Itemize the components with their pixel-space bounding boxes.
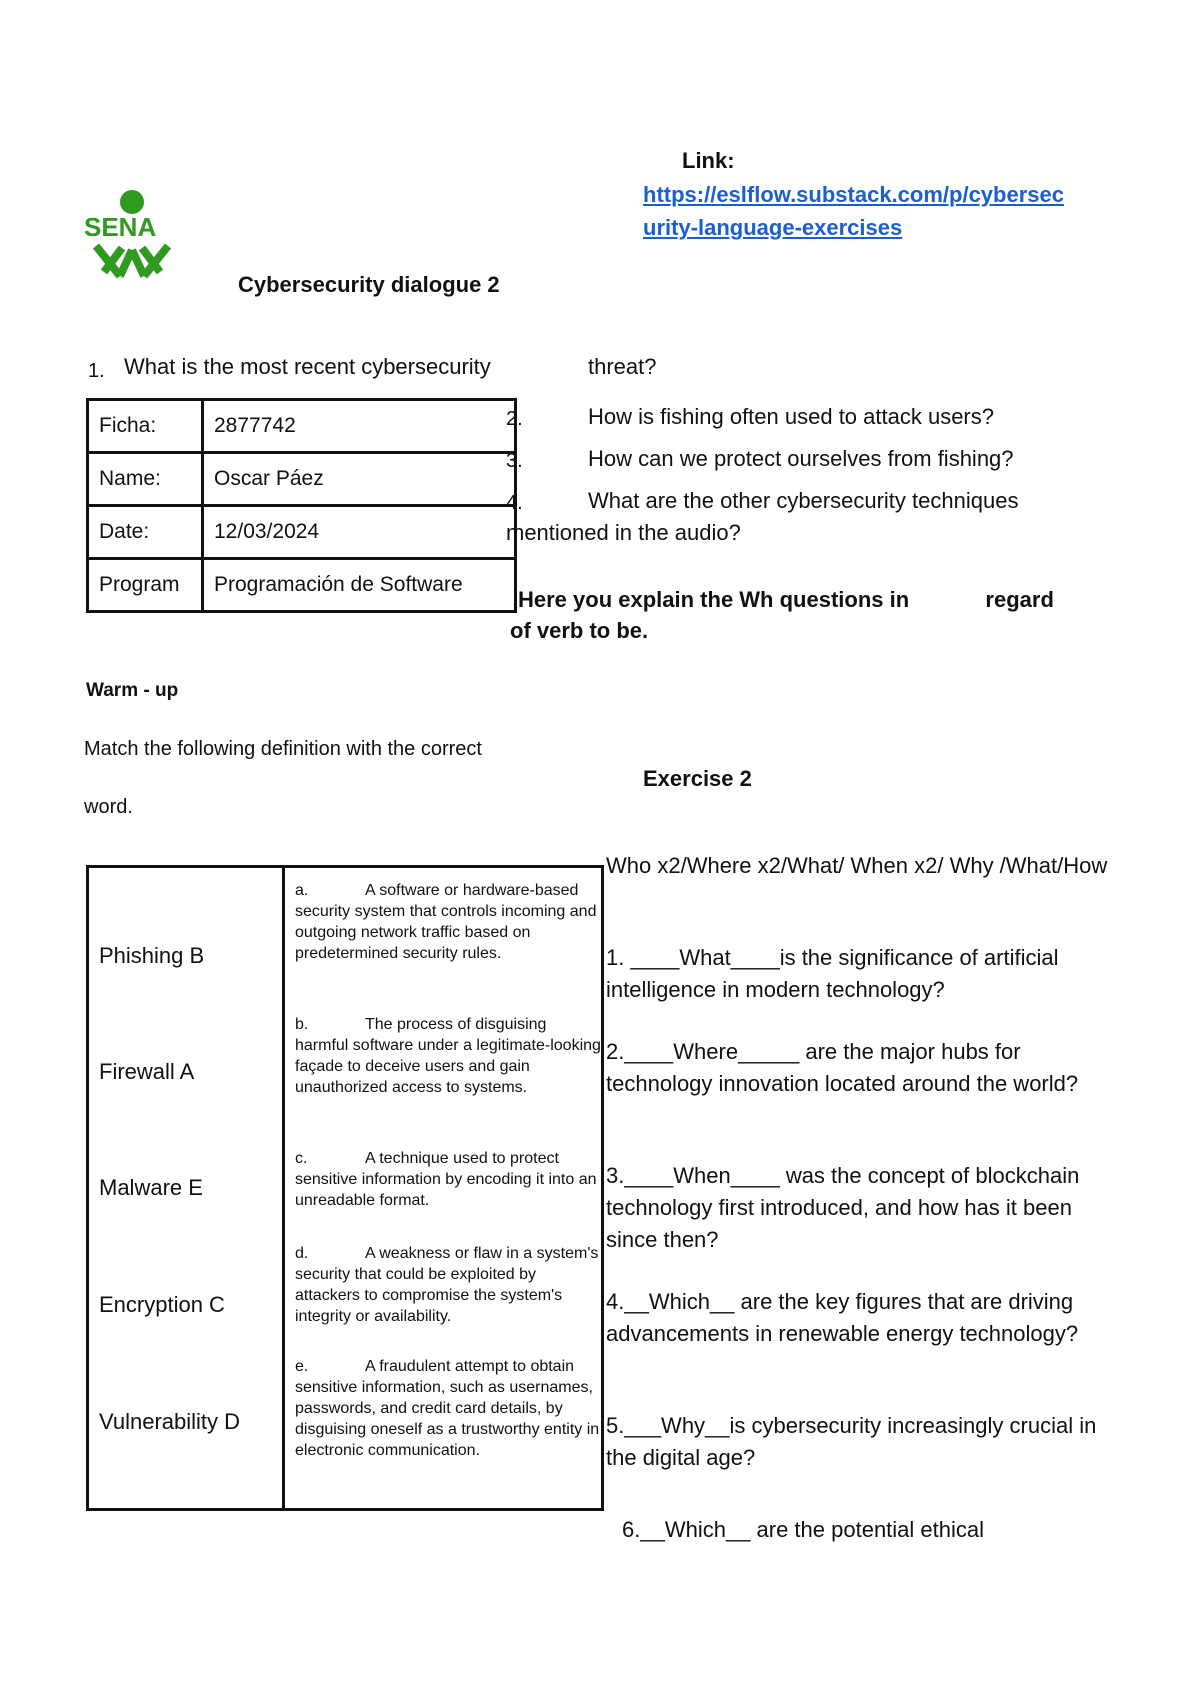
question-2-text: How is fishing often used to attack users? [588,404,994,429]
definition-text: A software or hardware-based security system that controls incoming and outgoing network traffic based on predetermined security rules. [295,882,597,962]
logo-text: SENA [84,212,157,242]
definition-text: A weakness or flaw in a system's security that could be exploited by attackers to compromise the system's integrity or availability. [295,1245,599,1325]
exercise-2-item: 3.____When____ was the concept of blockchain technology first introduced, and how has it been since then? [606,1163,1080,1252]
column-divider [282,868,285,1508]
warmup-heading: Warm - up [86,680,179,701]
student-info-table [86,398,517,613]
definition-a [295,880,601,964]
explain-line1-b: regard [985,587,1054,612]
info-key: Program [88,559,203,612]
term-vulnerability: Vulnerability D [99,1409,241,1434]
exercise-2-item: 1. ____What____is the significance of artificial intelligence in modern technology? [606,945,1059,1002]
explain-line2: of verb to be. [510,618,649,643]
exercise-2-item: 5.___Why__is cybersecurity increasingly crucial in the digital age? [606,1413,1097,1470]
sena-logo [82,188,192,290]
definition-d [295,1243,601,1327]
exercise-2-hint: Who x2/Where x2/What/ When x2/ Why /What/How [606,853,1108,878]
definition-letter: a. [295,882,309,899]
question-1-text-a: What is the most recent cybersecurity [124,354,491,379]
term-firewall: Firewall A [99,1059,195,1084]
link-url-line-1[interactable]: https://eslflow.substack.com/p/cybersec [643,182,1064,207]
exercise-2-heading: Exercise 2 [643,766,752,791]
info-value: 12/03/2024 [203,506,516,559]
definition-text: The process of disguising harmful software under a legitimate-looking façade to deceive users and gain unauthorized access to systems. [295,1016,601,1096]
term-phishing: Phishing B [99,943,205,968]
term-encryption: Encryption C [99,1292,225,1317]
info-key: Name: [88,453,203,506]
definition-c [295,1148,601,1211]
definition-letter: b. [295,1016,309,1033]
question-3-number: 3. [506,450,523,472]
info-row [88,506,516,559]
question-4-text: What are the other cybersecurity techniques [588,488,1019,513]
definition-e [295,1356,601,1461]
link-url-line-2[interactable]: urity-language-exercises [643,215,903,240]
definition-letter: c. [295,1150,308,1167]
warmup-instruction-2: word. [84,796,133,818]
exercise-2-item: 4.__Which__ are the key figures that are driving advancements in renewable energy technology? [606,1289,1079,1346]
question-3-text: How can we protect ourselves from fishing? [588,446,1014,471]
exercise-2-item: 2.____Where_____ are the major hubs for technology innovation located around the world? [606,1039,1079,1096]
explain-line1-a: Here you explain the Wh questions in [518,587,910,612]
article-link[interactable] [643,178,1123,244]
matching-table [86,865,604,1511]
info-value: Oscar Páez [203,453,516,506]
question-1-text-b: threat? [588,354,657,379]
definition-letter: d. [295,1245,309,1262]
info-key: Ficha: [88,400,203,453]
question-4-number: 4. [506,492,523,514]
question-1-number: 1. [88,360,105,382]
info-key: Date: [88,506,203,559]
link-label: Link: [682,148,735,173]
definition-text: A fraudulent attempt to obtain sensitive information, such as usernames, passwords, and credit card details, by disguising oneself as a trustworthy entity in electronic communication. [295,1358,600,1459]
question-2-number: 2. [506,408,523,430]
question-4-continuation: mentioned in the audio? [506,520,741,545]
info-row [88,559,516,612]
info-value: 2877742 [203,400,516,453]
info-row [88,400,516,453]
info-value: Programación de Software [203,559,516,612]
exercise-2-item: 6.__Which__ are the potential ethical [622,1517,985,1542]
definition-b [295,1014,601,1098]
document-title: Cybersecurity dialogue 2 [238,272,500,297]
info-row [88,453,516,506]
term-malware: Malware E [99,1175,203,1200]
definition-letter: e. [295,1358,309,1375]
definition-text: A technique used to protect sensitive information by encoding it into an unreadable format. [295,1150,597,1209]
explain-instruction [510,584,1110,646]
warmup-instruction-1: Match the following definition with the correct [84,738,482,760]
